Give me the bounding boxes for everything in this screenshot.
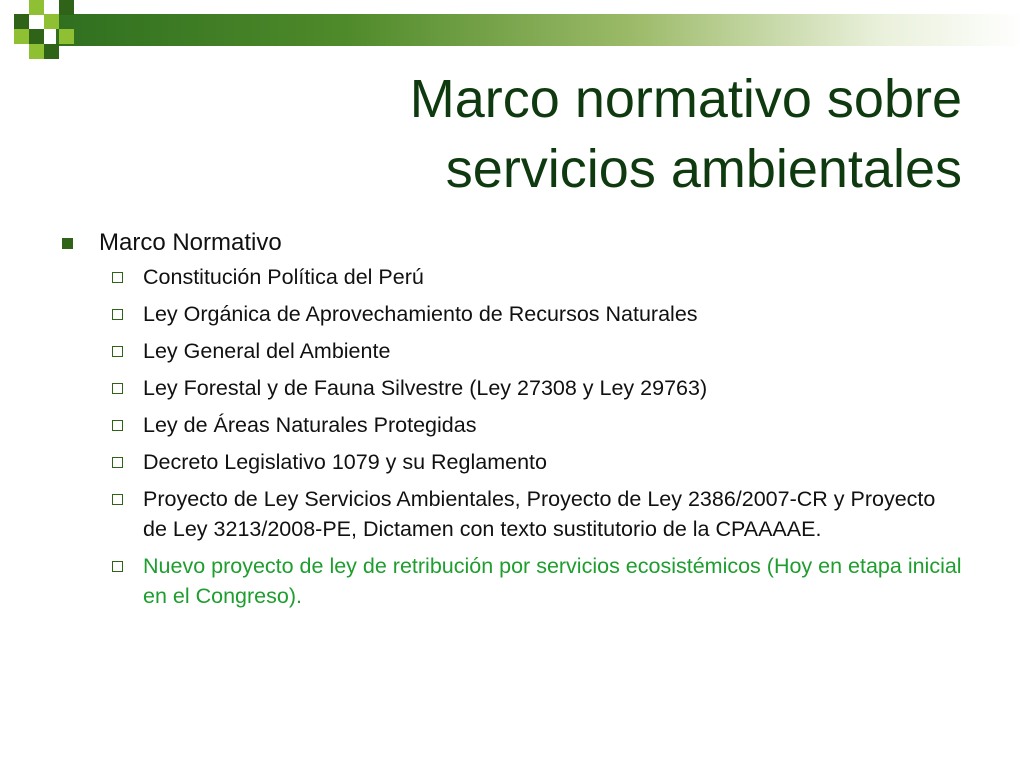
list-item-highlighted [112, 551, 962, 611]
list-item [112, 373, 962, 403]
list-item [112, 336, 962, 366]
list-item-text: Ley General del Ambiente [143, 339, 391, 363]
header-square-icon [14, 14, 29, 29]
header-gradient-bar [56, 14, 1024, 46]
header-square-icon [29, 0, 44, 15]
list-item-text: Decreto Legislativo 1079 y su Reglamento [143, 450, 547, 474]
list-item-text: Nuevo proyecto de ley de retribución por servicios ecosistémicos (Hoy en etapa inicial en el Congreso). [143, 554, 962, 608]
list-item-text: Ley de Áreas Naturales Protegidas [143, 413, 477, 437]
list-item-text: Proyecto de Ley Servicios Ambientales, Proyecto de Ley 2386/2007-CR y Proyecto de Ley 3213/2008-PE, Dictamen con texto sustitutorio de la CPAAAAE. [143, 487, 936, 541]
hollow-square-bullet-icon [112, 309, 123, 320]
list-item-text: Ley Orgánica de Aprovechamiento de Recursos Naturales [143, 302, 698, 326]
law-list [112, 262, 962, 611]
list-item-text: Constitución Política del Perú [143, 265, 424, 289]
hollow-square-bullet-icon [112, 457, 123, 468]
list-item [112, 410, 962, 440]
section-heading [62, 226, 962, 260]
hollow-square-bullet-icon [112, 383, 123, 394]
slide-content [62, 226, 962, 618]
header-square-icon [59, 0, 74, 15]
hollow-square-bullet-icon [112, 272, 123, 283]
slide-title-line: Marco normativo sobre [409, 69, 962, 129]
header-square-icon [29, 44, 44, 59]
list-item [112, 447, 962, 477]
section-label: Marco Normativo [99, 229, 282, 256]
slide-title-line: servicios ambientales [445, 139, 962, 199]
square-bullet-icon [62, 238, 73, 249]
hollow-square-bullet-icon [112, 420, 123, 431]
list-item [112, 299, 962, 329]
list-item-text: Ley Forestal y de Fauna Silvestre (Ley 27308 y Ley 29763) [143, 376, 708, 400]
header-square-icon [29, 29, 44, 44]
list-item [112, 484, 962, 544]
header-square-icon [44, 14, 59, 29]
slide-title [142, 64, 962, 204]
hollow-square-bullet-icon [112, 561, 123, 572]
hollow-square-bullet-icon [112, 346, 123, 357]
list-item [112, 262, 962, 292]
header-square-icon [44, 44, 59, 59]
hollow-square-bullet-icon [112, 494, 123, 505]
header-square-icon [59, 29, 74, 44]
header-square-icon [14, 29, 29, 44]
